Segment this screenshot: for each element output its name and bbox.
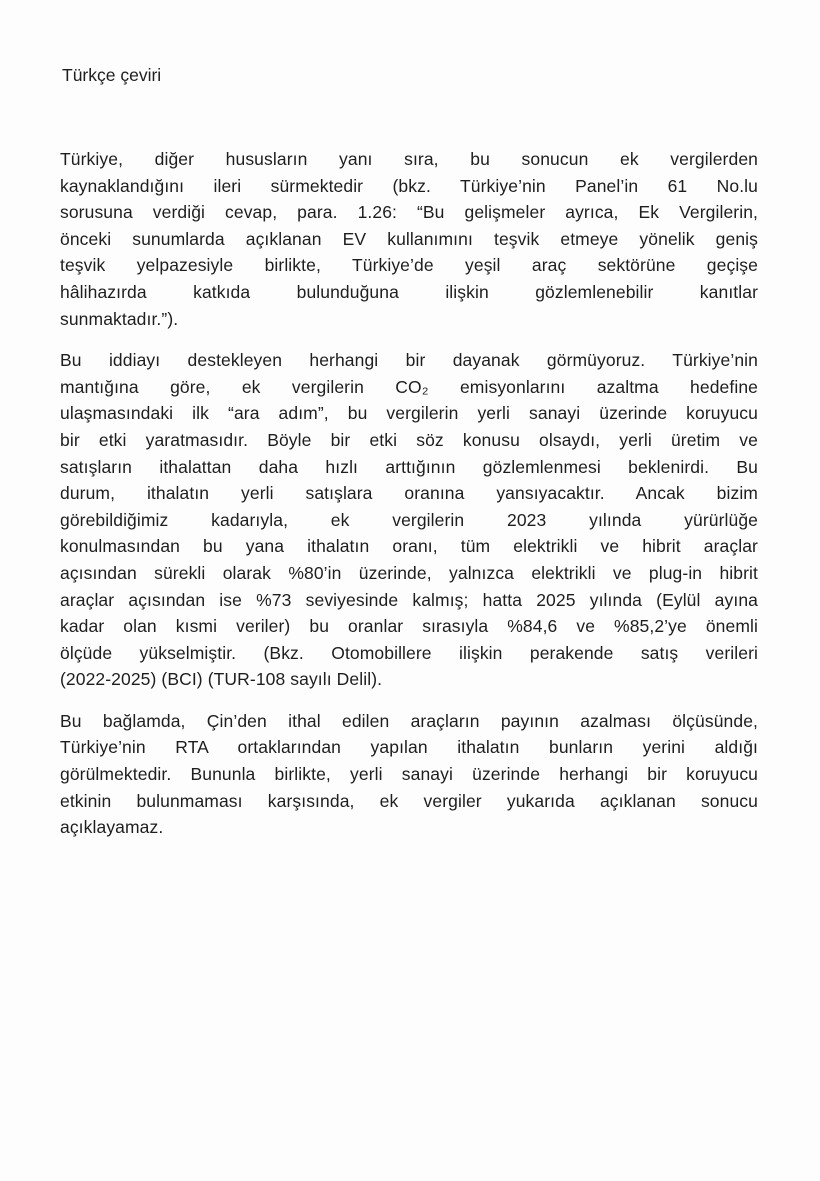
paragraph-line: kaynaklandığını ileri sürmektedir (bkz. Türkiye’nin Panel’in 61 No.lu [60,175,758,196]
paragraph-2 [60,347,758,693]
paragraph-line: görebildiğimiz kadarıyla, ek vergilerin 2023 yılında yürürlüğe [60,509,758,530]
document-title: Türkçe çeviri [62,65,162,85]
paragraph-line: Türkiye, diğer hususların yanı sıra, bu sonucun ek vergilerden [60,149,758,169]
document-body [60,146,758,856]
paragraph-line: ölçüde yükselmiştir. (Bkz. Otomobillere ilişkin perakende satış verileri [60,642,758,663]
paragraph-line: bir etki yaratmasıdır. Böyle bir etki söz konusu olsaydı, yerli üretim ve [60,429,758,450]
paragraph-line: açıklayamaz. [60,817,164,838]
paragraph-line: etkinin bulunmaması karşısında, ek vergiler yukarıda açıklanan sonucu [60,790,758,811]
paragraph-line: (2022-2025) (BCI) (TUR-108 sayılı Delil). [60,669,383,690]
paragraph-line: durum, ithalatın yerli satışlara oranına yansıyacaktır. Ancak bizim [60,483,758,504]
paragraph-line: teşvik yelpazesiyle birlikte, Türkiye’de yeşil araç sektörüne geçişe [60,255,758,276]
paragraph-line: sorusuna verdiği cevap, para. 1.26: “Bu gelişmeler ayrıca, Ek Vergilerin, [60,202,758,223]
paragraph-line: Bu iddiayı destekleyen herhangi bir dayanak görmüyoruz. Türkiye’nin [60,350,758,371]
paragraph-line: satışların ithalattan daha hızlı arttığının gözlemlenmesi beklenirdi. Bu [60,456,758,477]
paragraph-line: Bu bağlamda, Çin’den ithal edilen araçların payının azalması ölçüsünde, [60,710,758,731]
paragraph-line: kadar olan kısmi veriler) bu oranlar sırasıyla %84,6 ve %85,2’ye önemli [60,616,758,637]
paragraph-line: ulaşmasındaki ilk “ara adım”, bu vergilerin yerli sanayi üzerinde koruyucu [60,403,758,424]
paragraph-line: görülmektedir. Bununla birlikte, yerli sanayi üzerinde herhangi bir koruyucu [60,764,758,785]
paragraph-line: konulmasından bu yana ithalatın oranı, tüm elektrikli ve hibrit araçlar [60,536,758,557]
paragraph-1 [60,146,758,332]
paragraph-line: hâlihazırda katkıda bulunduğuna ilişkin gözlemlenebilir kanıtlar [60,281,758,302]
paragraph-line: sunmaktadır.”). [60,308,179,329]
paragraph-line: Türkiye’nin RTA ortaklarından yapılan ithalatın bunların yerini aldığı [60,737,758,758]
paragraph-line: önceki sunumlarda açıklanan EV kullanımını teşvik etmeye yönelik geniş [60,228,758,249]
paragraph-line: araçlar açısından ise %73 seviyesinde kalmış; hatta 2025 yılında (Eylül ayına [60,589,758,610]
paragraph-3 [60,708,758,841]
paragraph-line: mantığına göre, ek vergilerin CO₂ emisyonlarını azaltma hedefine [60,376,758,397]
paragraph-line: açısından sürekli olarak %80’in üzerinde, yalnızca elektrikli ve plug-in hibrit [60,562,758,583]
